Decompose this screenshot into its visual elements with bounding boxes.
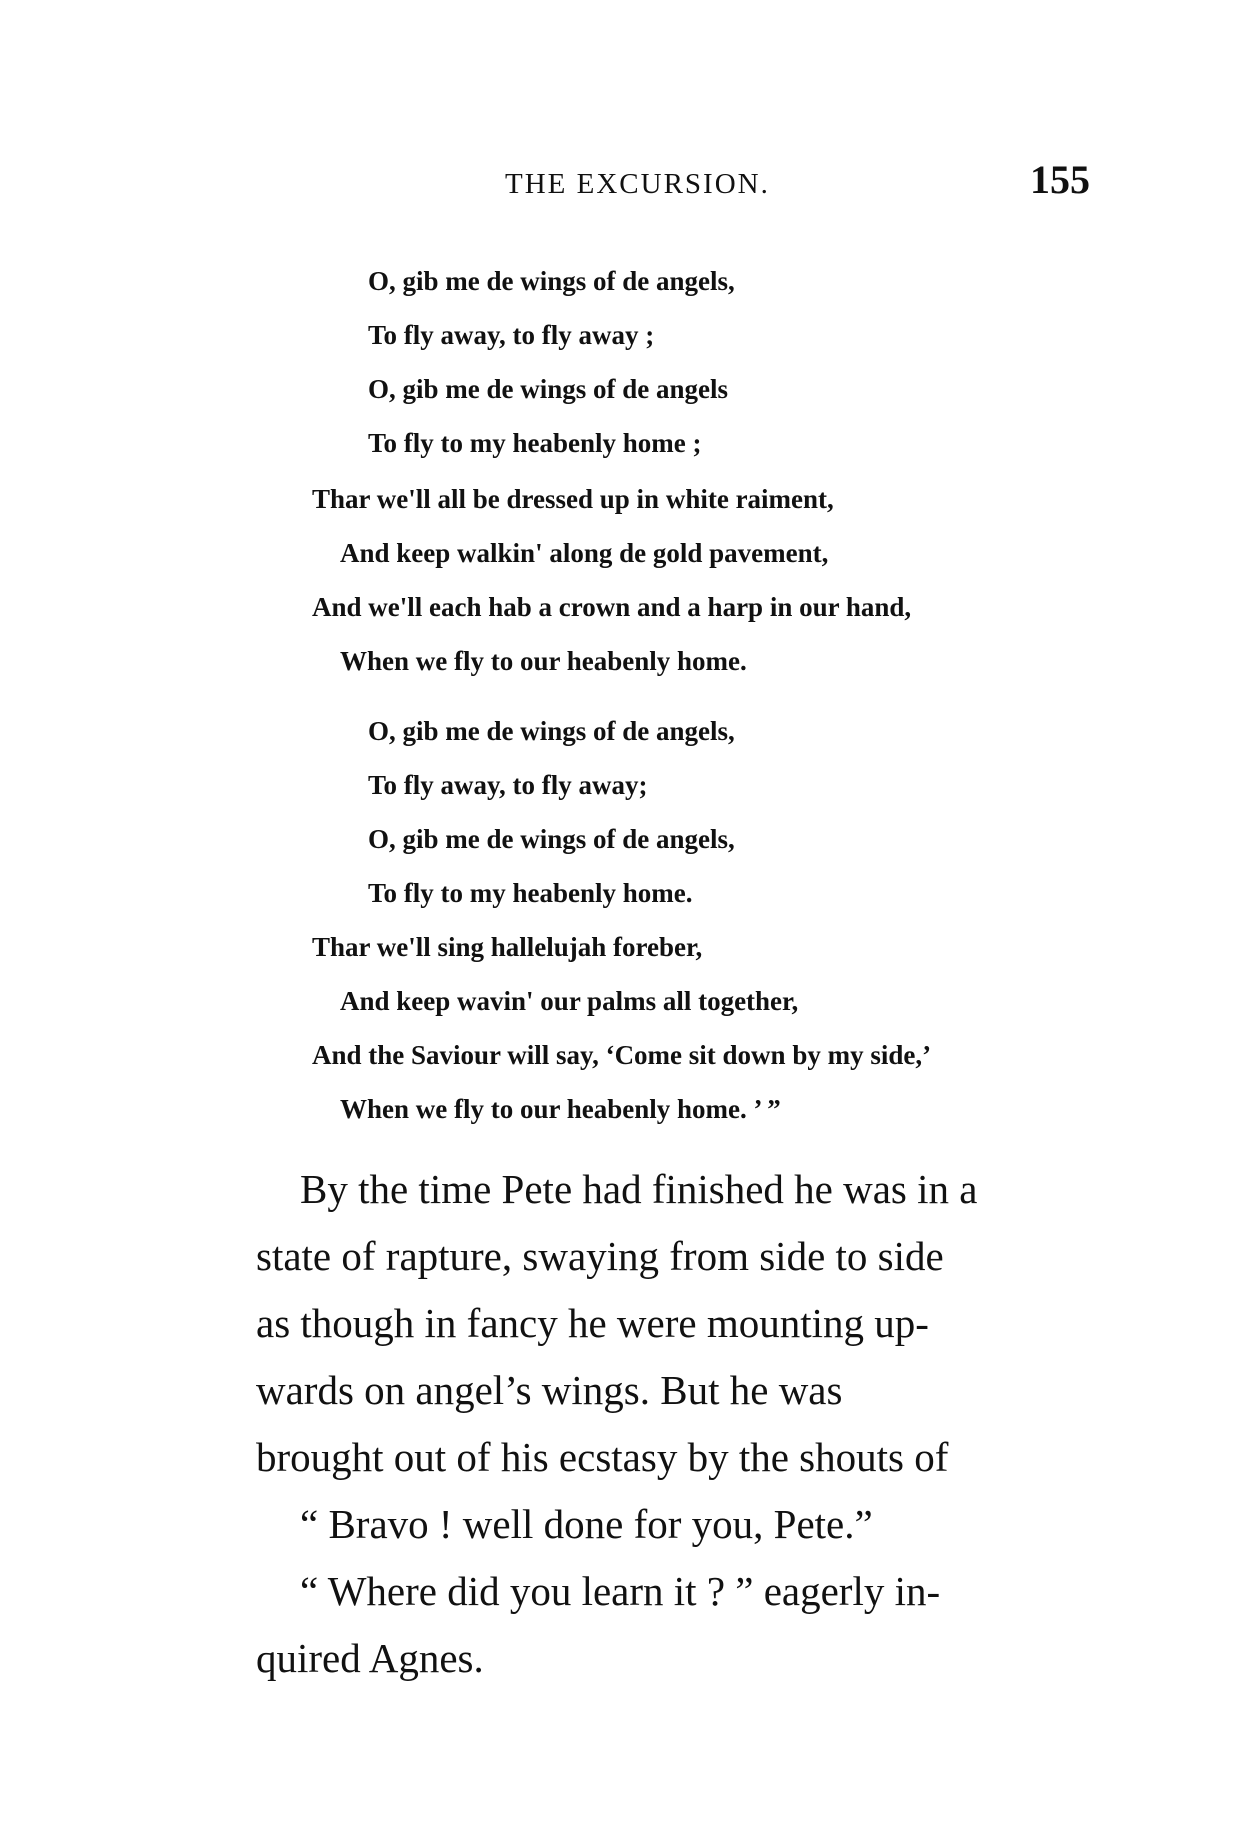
song-line: And keep wavin' our palms all together, [340, 986, 799, 1016]
song-line: When we fly to our heabenly home. ’ ” [340, 1094, 781, 1124]
song-line: To fly away, to fly away ; [368, 320, 655, 350]
song-line: O, gib me de wings of de angels, [368, 716, 735, 746]
quote-line: “ Where did you learn it ? ” eagerly in- [300, 1568, 941, 1614]
prose-line: brought out of his ecstasy by the shouts of [256, 1434, 949, 1480]
running-title: THE EXCURSION. [505, 168, 770, 200]
song-line: O, gib me de wings of de angels, [368, 824, 735, 854]
song-line: And the Saviour will say, ‘Come sit down by my side,’ [312, 1040, 932, 1070]
song-line: To fly away, to fly away; [368, 770, 648, 800]
song-line: O, gib me de wings of de angels [368, 374, 729, 404]
song-line: And we'll each hab a crown and a harp in our hand, [312, 592, 912, 622]
page-number: 155 [1030, 157, 1090, 202]
prose-line: By the time Pete had finished he was in a [300, 1166, 978, 1212]
prose-line: as though in fancy he were mounting up- [256, 1300, 929, 1346]
quote-line: “ Bravo ! well done for you, Pete.” [300, 1501, 873, 1547]
song-line: And keep walkin' along de gold pavement, [340, 538, 829, 568]
song-line: O, gib me de wings of de angels, [368, 266, 735, 296]
quote-line: quired Agnes. [256, 1635, 484, 1681]
song-line: Thar we'll all be dressed up in white raiment, [312, 484, 834, 514]
song-line: Thar we'll sing hallelujah foreber, [312, 932, 703, 962]
prose-line: state of rapture, swaying from side to side [256, 1233, 944, 1279]
song-line: To fly to my heabenly home. [368, 878, 693, 908]
song-line: To fly to my heabenly home ; [368, 428, 702, 458]
prose-line: wards on angel’s wings. But he was [256, 1367, 843, 1413]
song-line: When we fly to our heabenly home. [340, 646, 747, 676]
